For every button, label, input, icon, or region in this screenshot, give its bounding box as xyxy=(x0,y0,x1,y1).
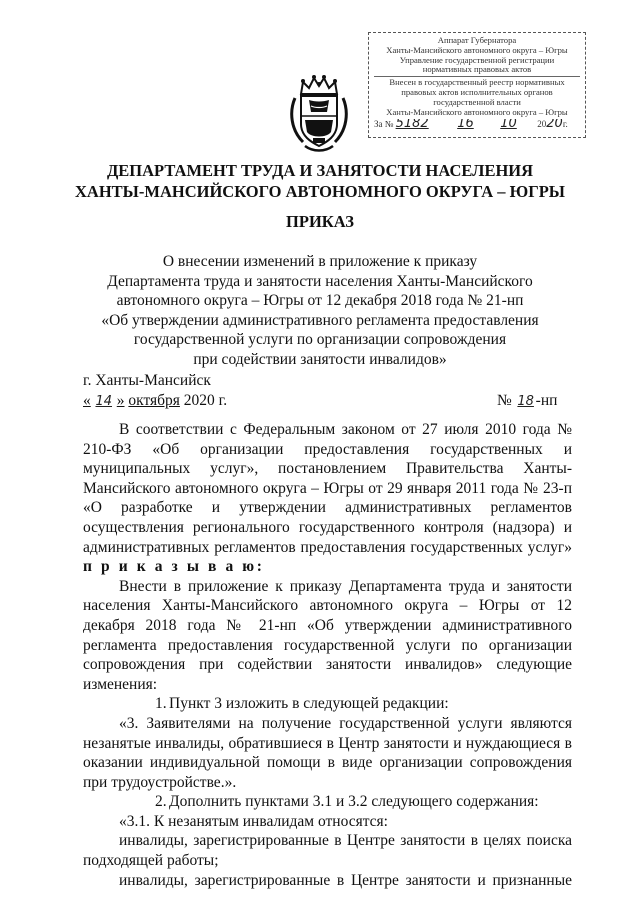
stamp-line-7: государственной власти xyxy=(433,97,521,107)
stamp-year-suffix: г. xyxy=(562,119,568,130)
item-2 xyxy=(83,792,572,812)
item-2-quote: «3.1. К незанятым инвалидам относятся: xyxy=(119,812,388,830)
document-body xyxy=(83,420,572,890)
department-name-line-1: ДЕПАРТАМЕНТ ТРУДА И ЗАНЯТОСТИ НАСЕЛЕНИЯ xyxy=(106,161,534,180)
date-day: 14 xyxy=(95,394,113,409)
subject-line: государственной услуги по организации сопровождения xyxy=(133,331,507,349)
subject-line: при содействии занятости инвалидов» xyxy=(193,350,447,368)
document-date xyxy=(83,392,227,410)
document-type: ПРИКАЗ xyxy=(286,212,354,231)
stamp-num-prefix: За № xyxy=(374,119,394,130)
date-close: » xyxy=(116,392,125,409)
subject-line: «Об утверждении административного регламента предоставления xyxy=(101,311,539,329)
date-year: 2020 г. xyxy=(183,392,228,409)
coat-of-arms-icon xyxy=(287,72,351,154)
item-1 xyxy=(83,694,572,714)
document-number xyxy=(497,392,557,410)
document-subject xyxy=(60,252,580,370)
intro-paragraph: Внести в приложение к приказу Департамента труда и занятости населения Ханты-Мансийского автономного округа – Югры от 12 декабря 2018 года № 21-нп «Об утверждении административного регламента предоставления государственной услуги по организации сопровождения при содействии занятости инвалидов» следующие изменения: xyxy=(83,577,572,693)
registration-stamp xyxy=(368,32,586,138)
stamp-line-5: Внесен в государственный реестр нормативных xyxy=(389,78,565,88)
subject-line: автономного округа – Югры от 12 декабря 2018 года № 21-нп xyxy=(116,292,524,310)
order-word: п р и к а з ы в а ю: xyxy=(83,558,265,576)
item-2-text: Дополнить пунктами 3.1 и 3.2 следующего содержания: xyxy=(169,793,539,811)
stamp-registration-number xyxy=(374,119,580,130)
stamp-line-4: нормативных правовых актов xyxy=(422,65,532,75)
stamp-line-3: Управление государственной регистрации xyxy=(399,55,555,65)
item-1-quote: «3. Заявителями на получение государственной услуги являются незанятые инвалиды, обратившиеся в Центр занятости и нуждающиеся в оказании индивидуальной помощи в виде организации сопровождения при трудоустройстве.». xyxy=(83,714,572,791)
date-month: октября xyxy=(128,392,180,409)
stamp-year-prefix: 20 xyxy=(537,119,547,130)
stamp-line-2: Ханты-Мансийского автономного округа – Югры xyxy=(386,45,568,55)
paragraph-b: инвалиды, зарегистрированные в Центре занятости и признанные xyxy=(119,871,572,889)
item-1-text: Пункт 3 изложить в следующей редакции: xyxy=(169,695,449,713)
document-city: г. Ханты-Мансийск xyxy=(83,372,211,389)
date-open: « xyxy=(83,392,91,409)
subject-line: О внесении изменений в приложение к приказу xyxy=(162,253,478,270)
stamp-num-value: 5182 xyxy=(395,119,429,131)
stamp-line-8: Ханты-Мансийского автономного округа – Югры xyxy=(386,107,568,117)
num-suffix: -нп xyxy=(535,392,558,409)
stamp-line-6: правовых актов исполнительных органов xyxy=(401,87,553,97)
preamble-paragraph: В соответствии с Федеральным законом от 27 июля 2010 года № 210-ФЗ «Об организации предоставления государственных и муниципальных услуг», постановлением Правительства Ханты-Мансийского автономного округа – Югры от 29 января 2011 года № 23-п «О разработке и утверждении административных регламентов осуществления регионального государственного контроля (надзора) и административных регламентов предоставления государственных услуг» xyxy=(83,421,572,556)
item-1-number: 1. xyxy=(155,695,167,713)
stamp-line-1: Аппарат Губернатора xyxy=(437,36,517,45)
subject-line: Департамента труда и занятости населения Ханты-Мансийского xyxy=(107,272,533,290)
stamp-year-value: 20 xyxy=(546,119,563,131)
item-2-number: 2. xyxy=(155,793,167,811)
stamp-divider xyxy=(374,76,580,77)
num-value: 18 xyxy=(517,394,534,409)
num-prefix: № xyxy=(497,392,512,409)
stamp-month: 10 xyxy=(500,119,517,131)
paragraph-a: инвалиды, зарегистрированные в Центре занятости в целях поиска подходящей работы; xyxy=(83,832,572,870)
department-name-line-2: ХАНТЫ-МАНСИЙСКОГО АВТОНОМНОГО ОКРУГА – ЮГРЫ xyxy=(75,182,565,201)
stamp-day: 16 xyxy=(457,119,474,131)
